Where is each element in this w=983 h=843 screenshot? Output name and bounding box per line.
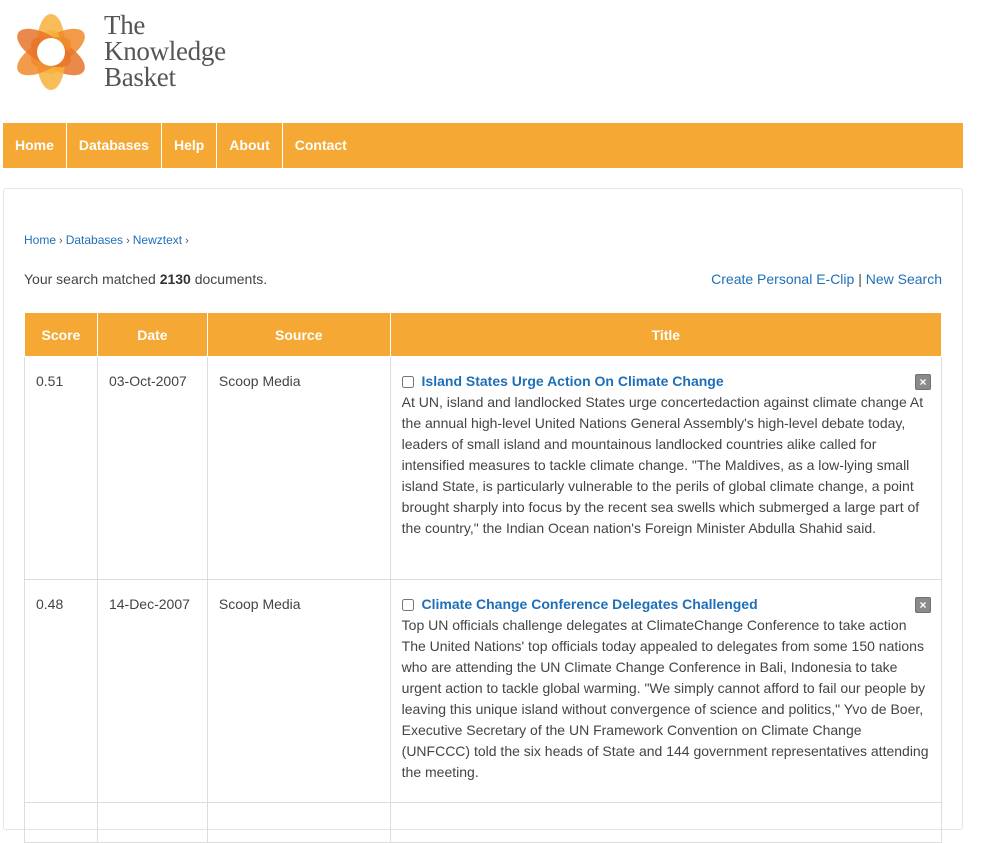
result-title-row xyxy=(402,371,930,392)
score-cell xyxy=(25,803,98,843)
date-cell xyxy=(97,803,207,843)
source-cell: Scoop Media xyxy=(207,580,390,803)
search-summary xyxy=(24,271,267,287)
breadcrumb-home[interactable]: Home xyxy=(24,233,57,247)
logo-line-1: The xyxy=(104,10,146,40)
flower-logo-icon xyxy=(12,12,90,92)
action-divider: | xyxy=(858,271,862,287)
logo-line-2: Knowledge xyxy=(104,36,226,66)
table-row xyxy=(25,357,942,580)
score-cell: 0.48 xyxy=(25,580,98,803)
result-title-link[interactable]: Island States Urge Action On Climate Change xyxy=(421,373,724,389)
date-cell: 03-Oct-2007 xyxy=(97,357,207,580)
chevron-right-icon: › xyxy=(126,235,130,247)
select-result-checkbox[interactable] xyxy=(402,376,414,388)
source-cell xyxy=(207,803,390,843)
header-title[interactable]: Title xyxy=(390,313,941,357)
results-header-row xyxy=(25,313,942,357)
table-row xyxy=(25,580,942,803)
breadcrumb xyxy=(24,233,192,247)
header-score[interactable]: Score xyxy=(25,313,98,357)
close-icon[interactable]: × xyxy=(915,597,931,613)
result-snippet: At UN, island and landlocked States urge concertedaction against climate change At the annual high-level United Nations General Assembly's high-level debate today, leaders of small island and mountainous landlocked countries alike called for intensified measures to tackle climate change. "The Maldives, as a low-lying small island State, is particularly vulnerable to the perils of global climate change, a point brought sharply into focus by the recent sea swells which submerged a large part of the country," the Indian Ocean nation's Foreign Minister Abdulla Shahid said. xyxy=(401,394,924,536)
result-snippet: Top UN officials challenge delegates at ClimateChange Conference to take action The United Nations' top officials today appealed to delegates from some 150 nations who are attending the UN Climate Change Conference in Bali, Indonesia to take urgent action to tackle global warming. "We simply cannot afford to fail our people by leaving this unique island without convergence of science and politics," Yvo de Boer, Executive Secretary of the UN Framework Convention on Climate Change (UNFCCC) told the six heads of State and 144 government representatives attending the meeting. xyxy=(401,617,929,780)
result-title-row xyxy=(402,594,930,615)
nav-about[interactable]: About xyxy=(217,123,282,168)
content-panel xyxy=(3,188,963,830)
breadcrumb-databases[interactable]: Databases xyxy=(65,233,124,247)
title-cell xyxy=(390,357,941,580)
title-cell xyxy=(390,580,941,803)
summary-prefix: Your search matched xyxy=(24,271,156,287)
new-search-link[interactable]: New Search xyxy=(865,271,942,287)
create-eclip-link[interactable]: Create Personal E-Clip xyxy=(711,271,855,287)
date-cell: 14-Dec-2007 xyxy=(97,580,207,803)
result-count: 2130 xyxy=(159,271,191,287)
logo-line-3: Basket xyxy=(104,62,176,92)
chevron-right-icon: › xyxy=(59,235,63,247)
select-result-checkbox[interactable] xyxy=(402,599,414,611)
summary-suffix: documents. xyxy=(194,271,268,287)
header-source[interactable]: Source xyxy=(207,313,390,357)
close-icon[interactable]: × xyxy=(915,374,931,390)
table-row xyxy=(25,803,942,843)
nav-home[interactable]: Home xyxy=(3,123,67,168)
logo-wordmark xyxy=(104,12,226,90)
result-actions xyxy=(711,271,942,287)
score-cell: 0.51 xyxy=(25,357,98,580)
header-date[interactable]: Date xyxy=(97,313,207,357)
source-cell: Scoop Media xyxy=(207,357,390,580)
result-title-link[interactable]: Climate Change Conference Delegates Challenged xyxy=(421,596,758,612)
nav-help[interactable]: Help xyxy=(162,123,217,168)
breadcrumb-newztext[interactable]: Newztext xyxy=(132,233,183,247)
title-cell xyxy=(390,803,941,843)
nav-contact[interactable]: Contact xyxy=(294,137,347,153)
main-nav xyxy=(3,123,963,168)
nav-databases[interactable]: Databases xyxy=(67,123,162,168)
chevron-right-icon: › xyxy=(185,235,189,247)
results-table xyxy=(24,312,942,843)
site-logo[interactable] xyxy=(12,12,252,102)
